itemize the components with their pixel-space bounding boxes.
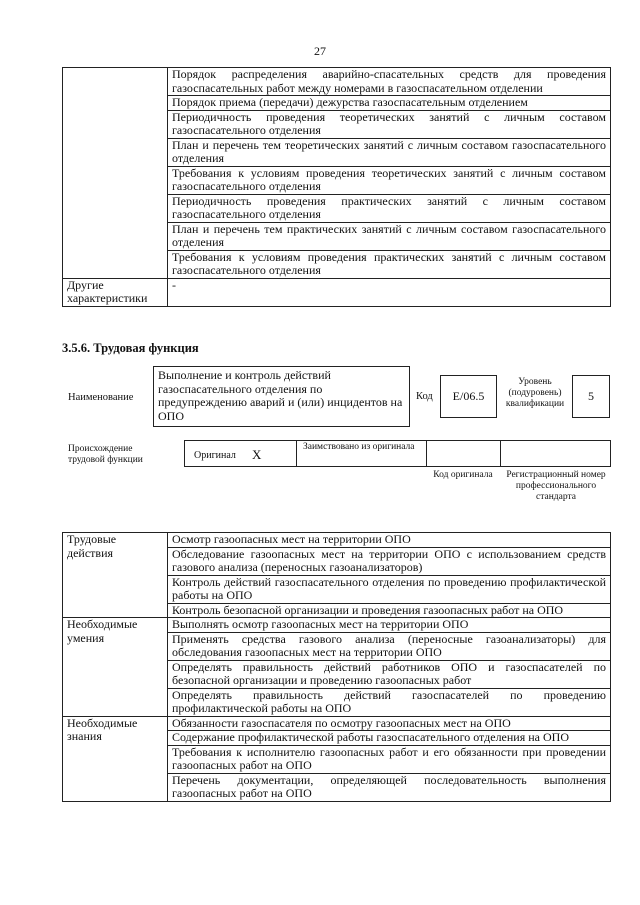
function-name-box [153, 366, 410, 427]
group-label-knowledge: Необходимые знания [63, 716, 168, 801]
borrowed-label: Заимствовано из оригинала [303, 442, 415, 452]
original-label: Оригинал [194, 450, 236, 461]
origin-label: Происхождение трудовой функции [68, 444, 143, 465]
table-row: Применять средства газового анализа (переносные газоанализаторы) для обследования газоопасных мест на территории ОПО [168, 632, 611, 660]
table-row: Контроль безопасной организации и проведения газоопасных работ на ОПО [168, 603, 611, 618]
other-characteristics-label: Другие характеристики [63, 278, 168, 306]
table-row: Содержание профилактической работы газоспасательного отделения на ОПО [168, 731, 611, 746]
level-box [572, 375, 610, 418]
table-row: Перечень документации, определяющей последовательность выполнения газоопасных работ на ОПО [168, 773, 611, 801]
table-row: Требования к исполнителю газоопасных работ и его обязанности при проведении газоопасных работ на ОПО [168, 745, 611, 773]
table-row: Периодичность проведения практических занятий с личным составом газоспасательного отделения [168, 194, 611, 222]
section-title: 3.5.6. Трудовая функция [62, 341, 199, 355]
function-name: Выполнение и контроль действий газоспасательного отделения по предупреждению аварий и (или) инцидентов на ОПО [158, 368, 403, 423]
other-characteristics-value: - [168, 278, 611, 306]
divider [296, 440, 297, 467]
table-row: Требования к условиям проведения практических занятий с личным составом газоспасательного отделения [168, 250, 611, 278]
code-value: E/06.5 [452, 389, 485, 403]
table-row: Обследование газоопасных мест на территории ОПО с использованием средств газового анализа (переносных газоанализаторов) [168, 547, 611, 575]
table-row: Порядок распределения аварийно-спасательных средств для проведения газоспасательных работ между номерами в газоспасательном отделении [168, 68, 611, 96]
code-original-label: Код оригинала [433, 470, 493, 480]
page-number: 27 [314, 44, 326, 58]
code-box [440, 375, 497, 418]
table-row: План и перечень тем практических занятий с личным составом газоспасательного отделения [168, 222, 611, 250]
knowledge-table-continued [62, 67, 611, 307]
level-value: 5 [588, 389, 594, 403]
table-row: Определять правильность действий газоспасателей по проведению профилактической работы на ОПО [168, 688, 611, 716]
table-row: Определять правильность действий работников ОПО и газоспасателей по безопасной организации и проведению газоопасных работ [168, 660, 611, 688]
name-label: Наименование [68, 392, 134, 403]
empty-label-cell [63, 68, 168, 279]
divider [426, 440, 427, 467]
table-row: Осмотр газоопасных мест на территории ОПО [168, 533, 611, 548]
level-label: Уровень (подуровень) квалификации [505, 377, 565, 409]
table-row: Периодичность проведения теоретических занятий с личным составом газоспасательного отделения [168, 110, 611, 138]
labor-function-table [62, 532, 611, 802]
table-row: Требования к условиям проведения теоретических занятий с личным составом газоспасательного отделения [168, 166, 611, 194]
reg-number-label: Регистрационный номер профессионального стандарта [506, 470, 606, 502]
group-label-skills: Необходимые умения [63, 618, 168, 717]
original-mark: X [252, 447, 262, 462]
table-row: Порядок приема (передачи) дежурства газоспасательным отделением [168, 96, 611, 111]
table-row: Выполнять осмотр газоопасных мест на территории ОПО [168, 618, 611, 633]
code-label: Код [416, 391, 433, 402]
table-row: Обязанности газоспасателя по осмотру газоопасных мест на ОПО [168, 716, 611, 731]
divider [500, 440, 501, 467]
table-row: План и перечень тем теоретических занятий с личным составом газоспасательного отделения [168, 138, 611, 166]
group-label-actions: Трудовые действия [63, 533, 168, 618]
table-row: Контроль действий газоспасательного отделения по проведению профилактической работы на ОПО [168, 575, 611, 603]
